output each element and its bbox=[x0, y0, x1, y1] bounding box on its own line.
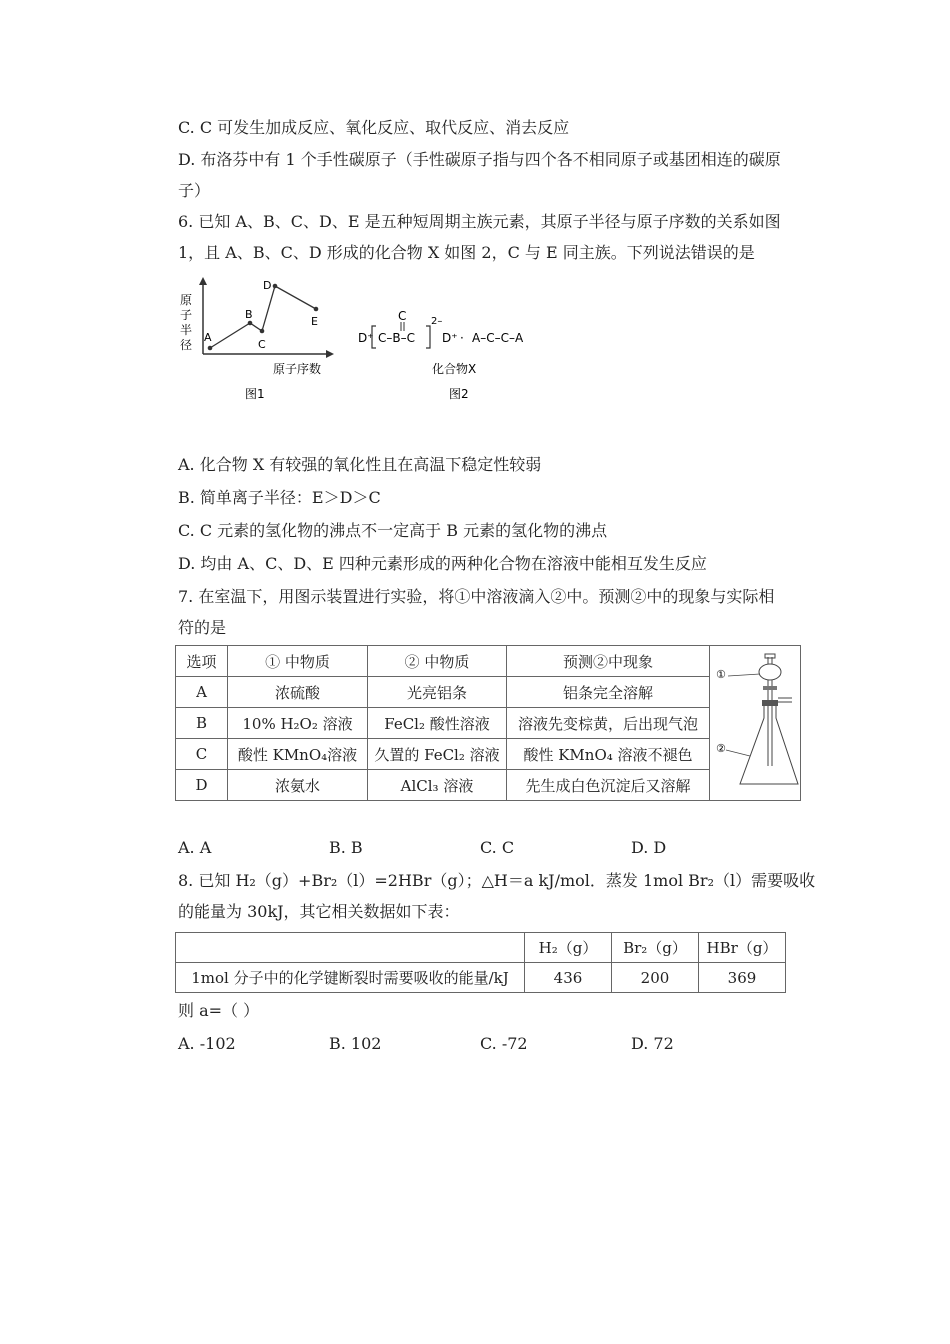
cell-substance-2: 久置的 FeCl₂ 溶液 bbox=[368, 739, 507, 770]
q7-answer-c: C. C bbox=[480, 838, 515, 857]
q8-answer-d: D. 72 bbox=[631, 1034, 674, 1053]
fig1-ylabel-3: 径 bbox=[180, 338, 193, 352]
value-cell: 369 bbox=[699, 963, 786, 993]
header-cell: 选项 bbox=[176, 646, 228, 677]
point-a bbox=[208, 346, 213, 351]
q8-answer-c: C. -72 bbox=[480, 1034, 528, 1053]
cell-phenomenon: 先生成白色沉淀后又溶解 bbox=[507, 770, 710, 801]
q7-stem-line1: 7. 在室温下，用图示装置进行实验，将①中溶液滴入②中。预测②中的现象与实际相 bbox=[178, 587, 775, 606]
value-cell: 200 bbox=[612, 963, 699, 993]
q6-option-d: D. 均由 A、C、D、E 四种元素形成的两种化合物在溶液中能相互发生反应 bbox=[178, 554, 707, 573]
header-cell: H₂（g） bbox=[525, 933, 612, 963]
row-label: 1mol 分子中的化学键断裂时需要吸收的能量/kJ bbox=[176, 963, 525, 993]
fig2-name: 化合物X bbox=[432, 362, 477, 376]
q6-figure-2 bbox=[356, 300, 556, 412]
label-1: ① bbox=[716, 668, 726, 681]
q6-stem-line2: 1，且 A、B、C、D 形成的化合物 X 如图 2，C 与 E 同主族。下列说法错误的是 bbox=[178, 243, 755, 262]
apparatus-cell bbox=[710, 646, 801, 801]
point-label-a: A bbox=[204, 331, 212, 344]
table-row bbox=[176, 770, 801, 801]
cell-option: C bbox=[176, 739, 228, 770]
q5-option-d-line1: D. 布洛芬中有 1 个手性碳原子（手性碳原子指与四个各不相同原子或基团相连的碳原 bbox=[178, 150, 781, 169]
table-row bbox=[176, 677, 801, 708]
q7-answer-a: A. A bbox=[178, 838, 212, 857]
cell-substance-1: 酸性 KMnO₄溶液 bbox=[228, 739, 368, 770]
q7-table bbox=[175, 645, 801, 801]
table-header-row bbox=[176, 933, 786, 963]
fig1-ylabel-1: 子 bbox=[180, 308, 193, 322]
header-cell: 预测②中现象 bbox=[507, 646, 710, 677]
q7-stem-line2: 符的是 bbox=[178, 618, 227, 637]
q6-figure-1 bbox=[178, 276, 338, 411]
q6-option-b: B. 简单离子半径：E＞D＞C bbox=[178, 488, 381, 507]
label-2: ② bbox=[716, 742, 726, 755]
q8-stem-line2: 的能量为 30kJ，其它相关数据如下表： bbox=[178, 902, 460, 921]
q5-option-d-line2: 子） bbox=[178, 181, 211, 200]
point-label-c: C bbox=[258, 338, 266, 351]
table-header-row bbox=[176, 646, 801, 677]
q7-answer-b: B. B bbox=[329, 838, 363, 857]
header-cell: HBr（g） bbox=[699, 933, 786, 963]
cell-substance-2: AlCl₃ 溶液 bbox=[368, 770, 507, 801]
q8-table bbox=[175, 932, 786, 993]
cell-substance-1: 浓硫酸 bbox=[228, 677, 368, 708]
value-cell: 436 bbox=[525, 963, 612, 993]
header-cell: ② 中物质 bbox=[368, 646, 507, 677]
q5-option-c: C. C 可发生加成反应、氧化反应、取代反应、消去反应 bbox=[178, 118, 570, 137]
cell-phenomenon: 溶液先变棕黄，后出现气泡 bbox=[507, 708, 710, 739]
q6-option-c: C. C 元素的氢化物的沸点不一定高于 B 元素的氢化物的沸点 bbox=[178, 521, 608, 540]
point-label-e: E bbox=[311, 315, 318, 328]
fig2-chain: A–C–C–A bbox=[472, 331, 524, 345]
fig1-caption: 图1 bbox=[245, 387, 265, 401]
q8-ask: 则 a=（ ） bbox=[178, 1001, 260, 1020]
cell-phenomenon: 酸性 KMnO₄ 溶液不褪色 bbox=[507, 739, 710, 770]
table-row bbox=[176, 708, 801, 739]
cell-option: D bbox=[176, 770, 228, 801]
point-e bbox=[314, 307, 319, 312]
fig2-top-c: C bbox=[398, 309, 407, 323]
q6-option-a: A. 化合物 X 有较强的氧化性且在高温下稳定性较弱 bbox=[178, 455, 542, 474]
fig2-caption: 图2 bbox=[449, 387, 469, 401]
fig1-xlabel: 原子序数 bbox=[273, 362, 322, 376]
header-cell: Br₂（g） bbox=[612, 933, 699, 963]
header-cell bbox=[176, 933, 525, 963]
cell-option: B bbox=[176, 708, 228, 739]
q7-answer-d: D. D bbox=[631, 838, 667, 857]
table-row bbox=[176, 963, 786, 993]
flask-apparatus bbox=[710, 646, 800, 796]
cell-substance-2: 光亮铝条 bbox=[368, 677, 507, 708]
cell-phenomenon: 铝条完全溶解 bbox=[507, 677, 710, 708]
point-b bbox=[248, 321, 253, 326]
fig2-charge: 2– bbox=[431, 316, 443, 327]
fig2-inner: C–B–C bbox=[378, 331, 415, 345]
cell-option: A bbox=[176, 677, 228, 708]
q8-stem-line1: 8. 已知 H₂（g）+Br₂（l）=2HBr（g）；△H＝a kJ/mol．蒸发 1mol Br₂（l）需要吸收 bbox=[178, 871, 816, 890]
point-label-d: D bbox=[263, 279, 272, 292]
header-cell: ① 中物质 bbox=[228, 646, 368, 677]
cell-substance-2: FeCl₂ 酸性溶液 bbox=[368, 708, 507, 739]
point-c bbox=[260, 329, 265, 334]
q8-answer-b: B. 102 bbox=[329, 1034, 382, 1053]
cell-substance-1: 10% H₂O₂ 溶液 bbox=[228, 708, 368, 739]
q6-stem-line1: 6. 已知 A、B、C、D、E 是五种短周期主族元素，其原子半径与原子序数的关系如图 bbox=[178, 212, 781, 231]
q8-answer-a: A. -102 bbox=[178, 1034, 236, 1053]
fig1-ylabel-2: 半 bbox=[180, 323, 193, 337]
point-d bbox=[273, 284, 278, 289]
fig2-dot: · bbox=[460, 331, 464, 345]
fig2-d-right: D⁺ bbox=[442, 331, 458, 345]
cell-substance-1: 浓氨水 bbox=[228, 770, 368, 801]
fig1-ylabel-0: 原 bbox=[180, 293, 193, 307]
table-row bbox=[176, 739, 801, 770]
fig2-d-left: D⁺ bbox=[358, 331, 374, 345]
point-label-b: B bbox=[245, 308, 253, 321]
